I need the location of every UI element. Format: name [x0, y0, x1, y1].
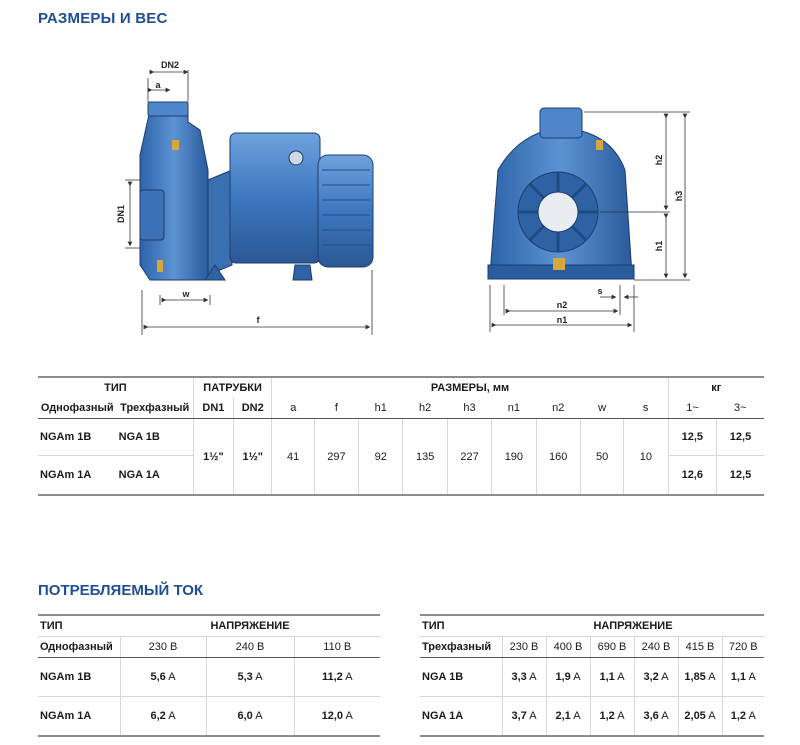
unit: A — [345, 671, 353, 683]
header-tip: ТИП — [420, 615, 502, 637]
current-value: 11,2 — [321, 671, 343, 683]
value-dim: 297 — [314, 419, 358, 496]
current-value: 5,6 — [150, 671, 166, 683]
current-value: 3,2 — [643, 671, 659, 683]
unit: A — [255, 671, 263, 683]
unit: A — [168, 671, 176, 683]
value-weight-3ph: 12,5 — [717, 419, 765, 456]
header-dim: a — [272, 398, 314, 419]
header-dim: n2 — [536, 398, 580, 419]
header-kg: кг — [668, 377, 764, 398]
header-dim: h2 — [403, 398, 447, 419]
value-dim: 227 — [447, 419, 491, 496]
pump-front-view — [488, 108, 634, 279]
unit: A — [617, 710, 625, 722]
current-value: 1,2 — [730, 710, 746, 722]
header-voltage-value: 240 В — [206, 637, 294, 658]
header-three-phase: Трехфазный — [117, 398, 194, 419]
model: NGAm 1B — [40, 671, 92, 683]
current-value: 5,3 — [237, 671, 253, 683]
value-dim: 10 — [624, 419, 668, 496]
current-value: 3,3 — [511, 671, 527, 683]
header-voltage-value: 400 В — [546, 637, 590, 658]
value-dim: 41 — [272, 419, 314, 496]
value-dim: 50 — [580, 419, 623, 496]
current-value: 6,2 — [150, 710, 166, 722]
header-voltage-value: 720 В — [722, 637, 764, 658]
unit: A — [748, 710, 756, 722]
header-three-phase: Трехфазный — [420, 637, 502, 658]
header-weight-1ph: 1~ — [668, 398, 716, 419]
header-dim: h1 — [359, 398, 403, 419]
label-h3: h3 — [674, 190, 684, 202]
header-dim: w — [580, 398, 623, 419]
header-voltage: НАПРЯЖЕНИЕ — [120, 615, 380, 637]
header-dn2: DN2 — [234, 398, 272, 419]
unit: A — [529, 671, 537, 683]
model: NGA 1A — [420, 697, 502, 737]
current-value: 1,9 — [555, 671, 571, 683]
value-dim: 135 — [403, 419, 447, 496]
value-dim: 160 — [536, 419, 580, 496]
pump-drawing — [0, 40, 800, 340]
value-dim: 190 — [492, 419, 536, 496]
header-voltage-value: 110 В — [294, 637, 380, 658]
unit: A — [573, 671, 581, 683]
header-weight-3ph: 3~ — [717, 398, 765, 419]
label-w: w — [182, 289, 190, 299]
section-title-current: ПОТРЕБЛЯЕМЫЙ ТОК — [38, 582, 204, 599]
header-tip: ТИП — [38, 377, 193, 398]
unit: A — [661, 710, 669, 722]
current-value: 12,0 — [321, 710, 344, 722]
header-dim: s — [624, 398, 668, 419]
header-patrubki: ПАТРУБКИ — [193, 377, 272, 398]
current-value: 1,85 — [684, 671, 706, 683]
value-weight-3ph: 12,5 — [717, 456, 765, 496]
label-a: a — [155, 80, 161, 90]
label-f: f — [256, 315, 260, 325]
header-dim: f — [314, 398, 358, 419]
current-value: 3,6 — [643, 710, 659, 722]
dimensions-table — [38, 376, 764, 496]
unit: A — [345, 710, 353, 722]
value-weight-1ph: 12,6 — [668, 456, 716, 496]
current-three-phase-table — [420, 614, 764, 737]
header-single-phase: Однофазный — [38, 637, 120, 658]
model-three: NGA 1B — [118, 431, 160, 443]
value-dim: 92 — [359, 419, 403, 496]
label-dn1: DN1 — [116, 204, 126, 224]
unit: A — [529, 710, 537, 722]
current-value: 1,2 — [599, 710, 615, 722]
header-voltage-value: 230 В — [502, 637, 546, 658]
current-value: 1,1 — [599, 671, 615, 683]
label-n2: n2 — [556, 300, 568, 310]
unit: A — [661, 671, 669, 683]
value-dn2: 1½" — [234, 419, 272, 496]
current-single-phase-table — [38, 614, 380, 737]
unit: A — [573, 710, 581, 722]
current-value: 6,0 — [237, 710, 253, 722]
model: NGA 1B — [422, 671, 464, 683]
current-value: 2,05 — [684, 710, 706, 722]
header-dn1: DN1 — [193, 398, 233, 419]
label-h1: h1 — [654, 240, 664, 252]
unit: A — [708, 671, 716, 683]
label-h2: h2 — [654, 154, 664, 166]
header-razmery: РАЗМЕРЫ, мм — [272, 377, 668, 398]
header-voltage: НАПРЯЖЕНИЕ — [502, 615, 764, 637]
label-n1: n1 — [556, 315, 568, 325]
unit: A — [168, 710, 176, 722]
current-value: 3,7 — [511, 710, 527, 722]
header-voltage-value: 230 В — [120, 637, 206, 658]
header-voltage-value: 415 В — [678, 637, 722, 658]
model-single: NGAm 1A — [38, 456, 117, 496]
label-dn2: DN2 — [160, 60, 180, 70]
unit: A — [617, 671, 625, 683]
label-s: s — [597, 286, 603, 296]
section-title-dimensions: РАЗМЕРЫ И ВЕС — [38, 10, 168, 27]
current-value: 1,1 — [730, 671, 746, 683]
value-dn1: 1½" — [193, 419, 233, 496]
pump-side-view — [140, 102, 373, 280]
header-voltage-value: 240 В — [634, 637, 678, 658]
header-dim: n1 — [492, 398, 536, 419]
unit: A — [748, 671, 756, 683]
unit: A — [708, 710, 716, 722]
header-tip: ТИП — [38, 615, 120, 637]
header-voltage-value: 690 В — [590, 637, 634, 658]
model-three: NGA 1A — [117, 456, 194, 496]
header-single-phase: Однофазный — [38, 398, 117, 419]
model: NGAm 1A — [38, 697, 120, 737]
model-single: NGAm 1B — [40, 431, 92, 443]
unit: A — [255, 710, 263, 722]
header-dim: h3 — [447, 398, 491, 419]
value-weight-1ph: 12,5 — [668, 419, 716, 456]
current-value: 2,1 — [555, 710, 571, 722]
